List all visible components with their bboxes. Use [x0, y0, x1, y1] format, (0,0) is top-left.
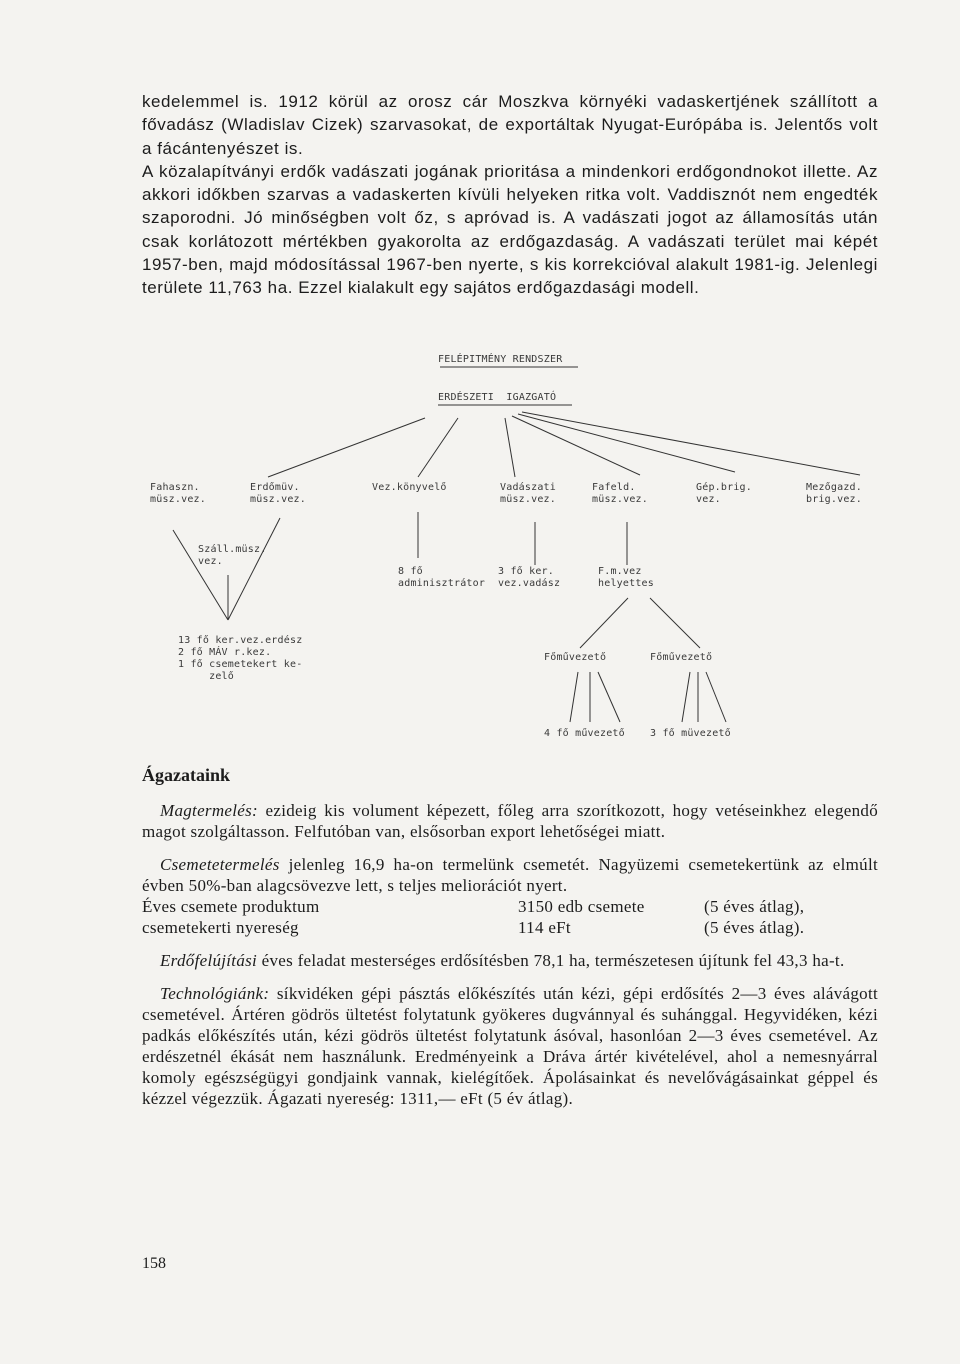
edge-fmvez-fomuvezeto2 — [650, 598, 700, 648]
node-muvezeto-3: 3 fő müvezető — [650, 728, 731, 739]
stat-note: (5 éves átlag). — [704, 918, 805, 937]
edge-fo1-c — [598, 672, 620, 722]
text-magtermeles: ezideig kis volument képezett, főleg arra szorítkozott, hogy vetéseinkhez elegendő magot szolgáltasson. Felfutóban van, elsősorban export lehetőségei miatt. — [142, 801, 878, 841]
stat-label: csemetekerti nyereség — [142, 918, 299, 937]
node-mezogazd: Mezőgazd. brig.vez. — [806, 482, 862, 505]
edge-fo2-a — [682, 672, 690, 722]
chart-title: FELÉPITMÉNY RENDSZER — [438, 354, 563, 365]
edge-fo1-a — [570, 672, 578, 722]
stat-value: 3150 edb csemete — [518, 897, 645, 916]
node-admin: 8 fő adminisztrátor — [398, 566, 486, 589]
stat-label: Éves csemete produktum — [142, 897, 320, 916]
node-vadaszati: Vadászati müsz.vez. — [500, 482, 556, 505]
edge-root-fahaszn — [268, 418, 425, 477]
stats-table — [142, 896, 878, 938]
root-node: ERDÉSZETI IGAZGATÓ — [438, 392, 557, 403]
intro-paragraph: kedelemmel is. 1912 körül az orosz cár Moszkva környéki vadaskertjének szállított a fővadász (Wladislav Cizek) szarvasokat, de exportáltak Nyugat-Európába is. Jelentős volt a fácántenyészet is. — [142, 92, 878, 158]
edge-root-erdomuv — [418, 418, 458, 477]
edge-root-gep — [518, 414, 735, 472]
section-body — [142, 800, 878, 1121]
intro-text — [142, 90, 878, 300]
node-fafeld: Fafeld. müsz.vez. — [592, 482, 648, 505]
text-technologia: síkvidéken gépi pásztás előkészítés után kézi, gépi erdősítés 2—3 éves alávágott csemetével. Ártéren gödrös ültetést folytatunk gyökeres dugvánnyal és suhánggal. Hegyvidéken, kézi padkás előkészítés után, kézi gödrös ültetést folytatunk ásóval, hasonlóan 2—3 éves csemetével. Az erdészetnél ékását nem használunk. Eredményeink a Dráva ártér kivételével, ahol a nemesnyárral komoly egészségügyi gondjaink vannak, kielégítőek. Ápolásainkat és nevelővágásainkat géppel és kézzel végezzük. Ágazati nyereség: 1311,— eFt (5 év átlag). — [142, 984, 878, 1108]
intro-paragraph-2: A közalapítványi erdők vadászati jogának prioritása a mindenkori erdőgondnokot illette. Az akkori időkben szarvas a vadaskerten kívüli helyeken ritka volt. Vaddisznót nem engedték szaporodni. Jó minőségben volt őz, s apróvad is. A vadászati jogot az államosítás után csak korlátozott mértékben gyakorolta az erdőgazdaság. A vadászati terület mai képét 1957-ben, majd módosítással 1967-ben nyerte, s kis korrekcióval alakult 1981-ig. Jelenlegi területe 11,763 ha. Ezzel kialakult egy sajátos erdőgazdasági modell. — [142, 161, 878, 298]
edge-root-fafeld — [512, 416, 640, 475]
node-erdomuv: Erdőmüv. müsz.vez. — [250, 482, 306, 505]
paragraph-csemete — [142, 854, 878, 896]
edge-fo2-c — [706, 672, 726, 722]
edge-erdomuv-staff — [228, 518, 280, 620]
text-csemete: jelenleg 16,9 ha-on termelünk csemetét. Nagyüzemi csemetekertünk az elmúlt évben 50%-ban alagcsövezve lett, s teljes meliorációt nyert. — [142, 855, 878, 895]
node-muvezeto-4: 4 fő művezető — [544, 728, 625, 739]
org-chart — [0, 330, 960, 770]
node-vez-konyvelo: Vez.könyvelő — [372, 482, 447, 493]
node-fahaszn: Fahaszn. müsz.vez. — [150, 482, 206, 505]
node-fomuvezeto-2: Főművezető — [650, 652, 713, 663]
paragraph-magtermeles — [142, 800, 878, 842]
text-erdofelujitas: éves feladat mesterséges erdősítésben 78,1 ha, természetesen újítunk fel 43,3 ha-t. — [257, 951, 845, 970]
page-number: 158 — [142, 1255, 166, 1272]
node-fm-vez: F.m.vez helyettes — [598, 566, 654, 589]
edge-root-vadaszati — [505, 418, 515, 477]
node-staff: 13 fő ker.vez.erdész 2 fő MÁV r.kez. 1 fő csemetekert ke- zelő — [178, 635, 303, 682]
label-erdofelujitas: Erdőfelújítási — [160, 951, 258, 970]
label-csemete: Csemetetermelés — [160, 855, 280, 874]
label-magtermeles: Magtermelés: — [160, 801, 259, 820]
edge-fmvez-fomuvezeto1 — [580, 598, 628, 648]
node-gep-brig: Gép.brig. vez. — [696, 482, 752, 505]
label-technologia: Technológiánk: — [160, 984, 270, 1003]
node-szall: Száll.müsz. vez. — [198, 544, 267, 567]
stat-value: 114 eFt — [518, 918, 571, 937]
stat-note: (5 éves átlag), — [704, 897, 805, 916]
paragraph-erdofelujitas — [142, 950, 878, 971]
node-fomuvezeto-1: Főművezető — [544, 652, 607, 663]
node-vadasz: 3 fő ker. vez.vadász — [498, 566, 561, 589]
section-heading: Ágazataink — [142, 765, 231, 785]
paragraph-technologia — [142, 983, 878, 1109]
